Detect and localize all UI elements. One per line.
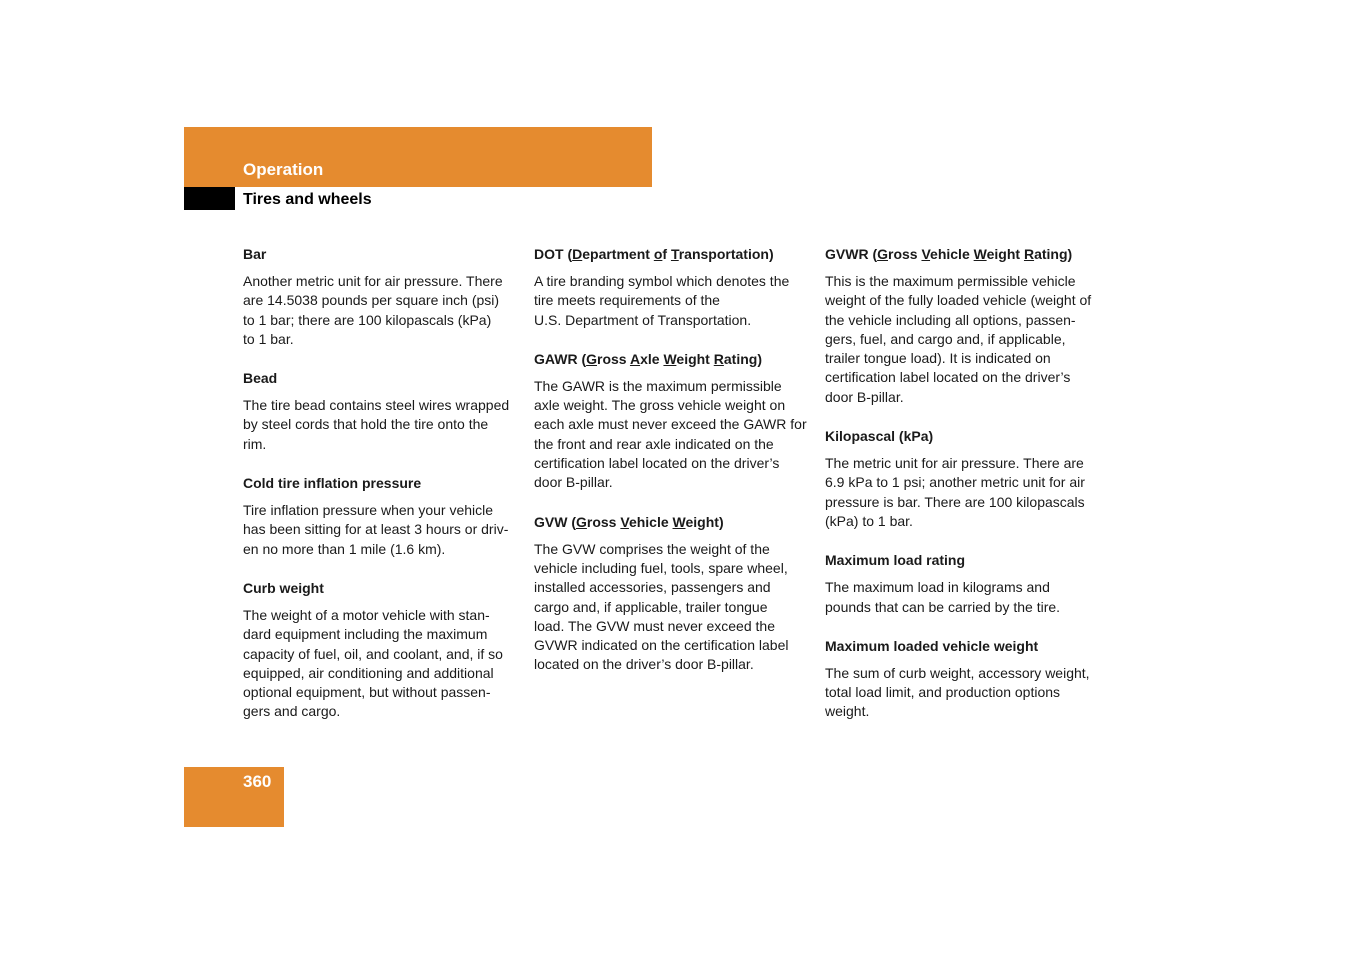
page-number: 360 <box>243 772 272 791</box>
glossary-term-curb-weight: Curb weight <box>243 579 324 596</box>
glossary-definition-kilopascal: The metric unit for air pressure. There are 6.9 kPa to 1 psi; another metric unit for air pressure is bar. There are 100 kilopascals (kPa) to 1 bar. <box>825 455 1085 529</box>
glossary-column-2 <box>534 244 810 694</box>
glossary-column-3 <box>825 244 1101 741</box>
glossary-definition-dot: A tire branding symbol which denotes the tire meets requirements of the U.S. Department of Transportation. <box>534 273 790 328</box>
glossary-definition-curb-weight: The weight of a motor vehicle with stan- dard equipment including the maximum capacity of fuel, oil, and coolant, and, if so equipped, air conditioning and additional optional equipment, but without passen- gers and cargo. <box>243 606 503 720</box>
glossary-term-maximum-loaded-vehicle-weight: Maximum loaded vehicle weight <box>825 637 1039 654</box>
section-title: Operation <box>243 160 324 179</box>
glossary-term-cold-tire-inflation-pressure: Cold tire inflation pressure <box>243 475 422 492</box>
glossary-term-gvw: GVW (Gross Vehicle Weight) <box>534 513 724 530</box>
glossary-term-bead: Bead <box>243 370 278 387</box>
glossary-definition-bar: Another metric unit for air pressure. There are 14.5038 pounds per square inch (psi) to 1 bar; there are 100 kilopascals (kPa) to 1 bar. <box>243 273 503 347</box>
glossary-term-bar: Bar <box>243 246 267 262</box>
glossary-definition-gvw: The GVW comprises the weight of the vehicle including fuel, tools, spare wheel, installed accessories, passengers and cargo and, if applicable, trailer tongue load. The GVW must never exceed the GVWR indicated on the certification label located on the driver’s door B-pillar. <box>534 540 789 673</box>
glossary-definition-maximum-load-rating: The maximum load in kilograms and pounds that can be carried by the tire. <box>825 579 1061 615</box>
glossary-definition-gawr: The GAWR is the maximum permissible axle weight. The gross vehicle weight on each axle must never exceed the GAWR for the front and rear axle indicated on the certification label located on the driver’s door B-pillar. <box>534 377 807 491</box>
glossary-definition-cold-tire-inflation-pressure: Tire inflation pressure when your vehicle has been sitting for at least 3 hours or driv- en no more than 1 mile (1.6 km). <box>243 502 509 557</box>
glossary-term-kilopascal: Kilopascal (kPa) <box>825 428 934 445</box>
glossary-definition-bead: The tire bead contains steel wires wrapped by steel cords that hold the tire onto the rim. <box>243 397 510 452</box>
subsection-title: Tires and wheels <box>243 191 372 208</box>
glossary-definition-maximum-loaded-vehicle-weight: The sum of curb weight, accessory weight, total load limit, and production options weight. <box>825 664 1090 720</box>
glossary-definition-gvwr: This is the maximum permissible vehicle weight of the fully loaded vehicle (weight of the vehicle including all options, passen- gers, fuel, and cargo and, if applicable, trailer tongue load). It is indicated on certification label located on the driver’s door B-pillar. <box>825 273 1092 405</box>
glossary-column-1 <box>243 244 519 741</box>
glossary-term-gvwr: GVWR (Gross Vehicle Weight Rating) <box>825 246 1073 262</box>
glossary-term-dot: DOT (Department of Transportation) <box>534 246 774 262</box>
glossary-term-gawr: GAWR (Gross Axle Weight Rating) <box>534 350 762 367</box>
section-tab-marker <box>184 187 235 210</box>
glossary-term-maximum-load-rating: Maximum load rating <box>825 552 966 569</box>
